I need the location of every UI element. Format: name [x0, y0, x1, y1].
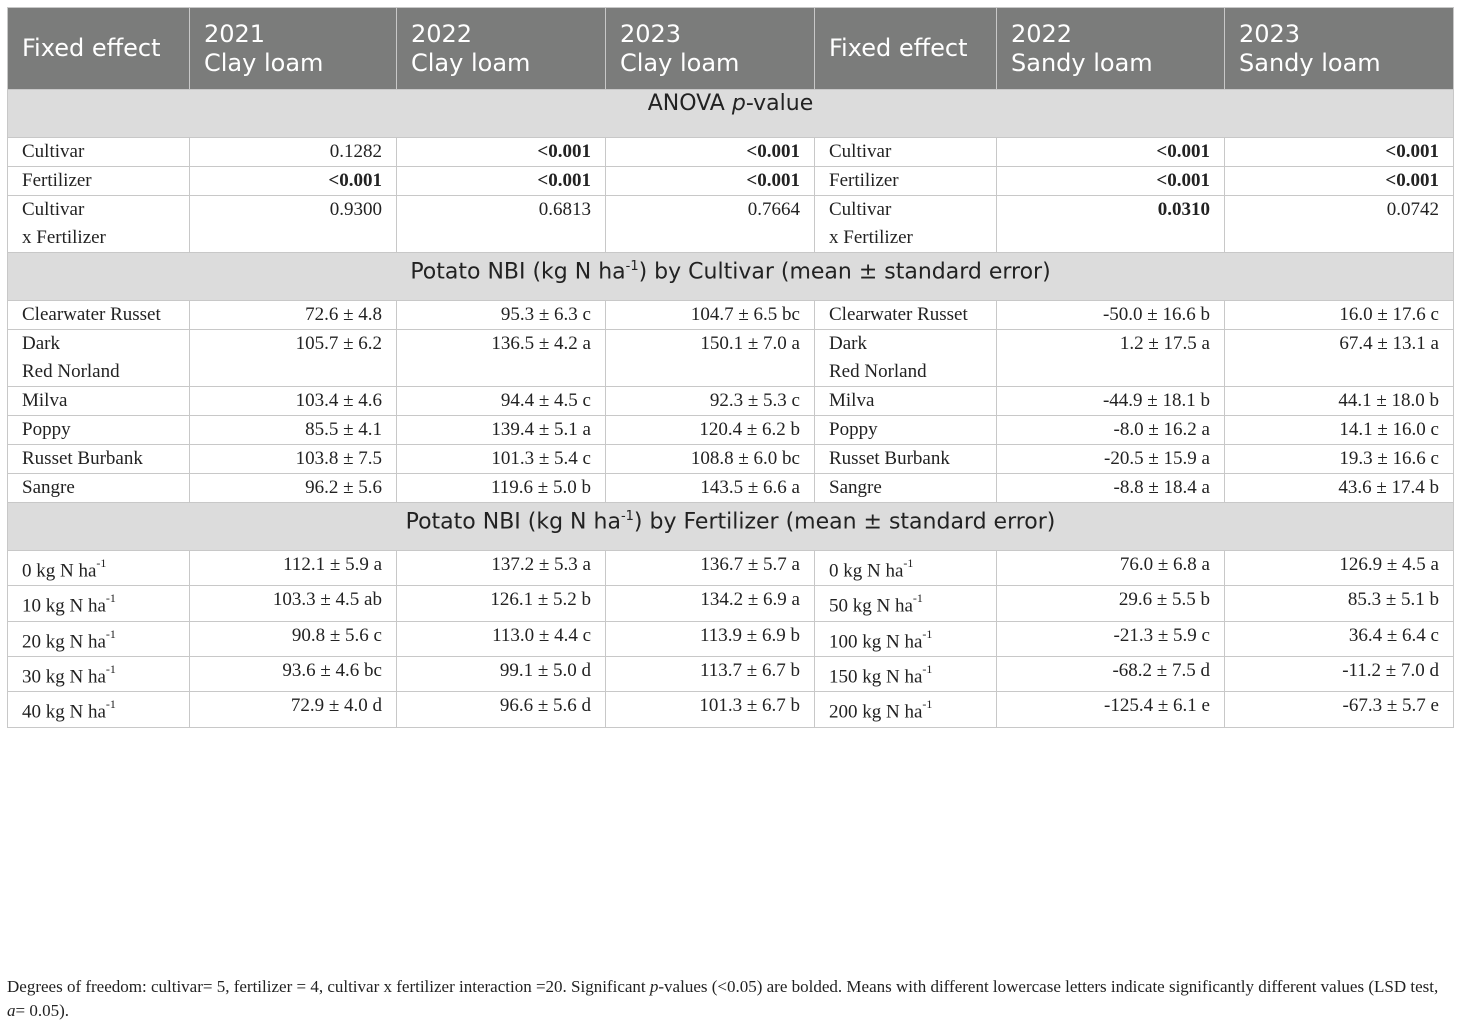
value-cell: 0.1282 — [190, 138, 397, 167]
value-cell: -21.3 ± 5.9 c — [997, 621, 1225, 656]
row-label: Dark Red Norland — [815, 330, 997, 387]
value-cell: <0.001 — [1225, 138, 1454, 167]
row-label: 100 kg N $ha^{-1}$ — [815, 621, 997, 656]
value-cell: <0.001 — [1225, 167, 1454, 196]
header-fixed-effect-2: Fixed effect — [815, 8, 997, 90]
row-label: 10 kg N $ha^{-1}$ — [8, 586, 190, 621]
value-cell: 19.3 ± 16.6 c — [1225, 445, 1454, 474]
table-row — [8, 138, 1454, 167]
header-2021-clay: 2021 Clay loam — [190, 8, 397, 90]
section-title: ANOVA p-value — [8, 90, 1454, 138]
row-label: Clearwater Russet — [815, 301, 997, 330]
table-row — [8, 656, 1454, 691]
row-label: Cultivar x Fertilizer — [815, 196, 997, 253]
header-2023-clay: 2023 Clay loam — [606, 8, 815, 90]
table-row — [8, 445, 1454, 474]
value-cell: 95.3 ± 6.3 c — [397, 301, 606, 330]
value-cell: 0.0310 — [997, 196, 1225, 253]
row-label: 200 kg N $ha^{-1}$ — [815, 692, 997, 727]
value-cell: 72.9 ± 4.0 d — [190, 692, 397, 727]
row-label: 150 kg N $ha^{-1}$ — [815, 656, 997, 691]
value-cell: 113.7 ± 6.7 b — [606, 656, 815, 691]
value-cell: 101.3 ± 5.4 c — [397, 445, 606, 474]
value-cell: 143.5 ± 6.6 a — [606, 474, 815, 503]
header-2022-sandy: 2022 Sandy loam — [997, 8, 1225, 90]
row-label: 40 kg N $ha^{-1}$ — [8, 692, 190, 727]
value-cell: <0.001 — [190, 167, 397, 196]
value-cell: <0.001 — [397, 138, 606, 167]
section-title: Potato NBI (kg N $ha^{-1}$) by Fertilizer (mean ± standard error) — [8, 503, 1454, 551]
value-cell: 99.1 ± 5.0 d — [397, 656, 606, 691]
row-label: Milva — [8, 387, 190, 416]
value-cell: 136.7 ± 5.7 a — [606, 551, 815, 586]
value-cell: -50.0 ± 16.6 b — [997, 301, 1225, 330]
row-label: Cultivar — [815, 138, 997, 167]
section-anova — [8, 90, 1454, 138]
value-cell: 85.3 ± 5.1 b — [1225, 586, 1454, 621]
row-label: 0 kg N $ha^{-1}$ — [8, 551, 190, 586]
value-cell: 96.2 ± 5.6 — [190, 474, 397, 503]
value-cell: 105.7 ± 6.2 — [190, 330, 397, 387]
value-cell: 94.4 ± 4.5 c — [397, 387, 606, 416]
header-fixed-effect-1: Fixed effect — [8, 8, 190, 90]
row-label: Russet Burbank — [8, 445, 190, 474]
table-row — [8, 330, 1454, 387]
row-label: Cultivar x Fertilizer — [8, 196, 190, 253]
table-row — [8, 387, 1454, 416]
value-cell: 108.8 ± 6.0 bc — [606, 445, 815, 474]
value-cell: 76.0 ± 6.8 a — [997, 551, 1225, 586]
value-cell: 101.3 ± 6.7 b — [606, 692, 815, 727]
value-cell: 103.3 ± 4.5 ab — [190, 586, 397, 621]
value-cell: -68.2 ± 7.5 d — [997, 656, 1225, 691]
table-row — [8, 586, 1454, 621]
row-label: Fertilizer — [815, 167, 997, 196]
value-cell: 112.1 ± 5.9 a — [190, 551, 397, 586]
section-fertilizer — [8, 503, 1454, 551]
value-cell: 0.7664 — [606, 196, 815, 253]
section-cultivar — [8, 253, 1454, 301]
value-cell: 90.8 ± 5.6 c — [190, 621, 397, 656]
table-row — [8, 621, 1454, 656]
value-cell: 72.6 ± 4.8 — [190, 301, 397, 330]
row-label: Dark Red Norland — [8, 330, 190, 387]
table-row — [8, 301, 1454, 330]
row-label: Poppy — [8, 416, 190, 445]
value-cell: 44.1 ± 18.0 b — [1225, 387, 1454, 416]
header-2022-clay: 2022 Clay loam — [397, 8, 606, 90]
value-cell: -8.0 ± 16.2 a — [997, 416, 1225, 445]
value-cell: <0.001 — [997, 167, 1225, 196]
value-cell: 1.2 ± 17.5 a — [997, 330, 1225, 387]
value-cell: 29.6 ± 5.5 b — [997, 586, 1225, 621]
header-row — [8, 8, 1454, 90]
table-row — [8, 551, 1454, 586]
value-cell: 0.9300 — [190, 196, 397, 253]
table-row — [8, 167, 1454, 196]
results-table — [7, 7, 1454, 728]
row-label: Poppy — [815, 416, 997, 445]
value-cell: 126.9 ± 4.5 a — [1225, 551, 1454, 586]
table-row — [8, 196, 1454, 253]
footnote: Degrees of freedom: cultivar= 5, fertilizer = 4, cultivar x fertilizer interaction =20. Significant p-values (<0.05) are bolded. Means with different lowercase letters indicate significantly different values (LSD test, a= 0.05). — [7, 977, 1439, 1020]
row-label: Fertilizer — [8, 167, 190, 196]
row-label: 30 kg N $ha^{-1}$ — [8, 656, 190, 691]
value-cell: -125.4 ± 6.1 e — [997, 692, 1225, 727]
value-cell: <0.001 — [606, 167, 815, 196]
value-cell: 137.2 ± 5.3 a — [397, 551, 606, 586]
row-label: Russet Burbank — [815, 445, 997, 474]
value-cell: <0.001 — [397, 167, 606, 196]
table-row — [8, 416, 1454, 445]
value-cell: <0.001 — [606, 138, 815, 167]
row-label: Cultivar — [8, 138, 190, 167]
table-row — [8, 692, 1454, 727]
value-cell: 14.1 ± 16.0 c — [1225, 416, 1454, 445]
value-cell: 92.3 ± 5.3 c — [606, 387, 815, 416]
value-cell: 104.7 ± 6.5 bc — [606, 301, 815, 330]
value-cell: 150.1 ± 7.0 a — [606, 330, 815, 387]
row-label: 50 kg N $ha^{-1}$ — [815, 586, 997, 621]
value-cell: 0.0742 — [1225, 196, 1454, 253]
row-label: 20 kg N $ha^{-1}$ — [8, 621, 190, 656]
value-cell: 113.0 ± 4.4 c — [397, 621, 606, 656]
value-cell: -67.3 ± 5.7 e — [1225, 692, 1454, 727]
value-cell: -11.2 ± 7.0 d — [1225, 656, 1454, 691]
table-row — [8, 474, 1454, 503]
value-cell: -44.9 ± 18.1 b — [997, 387, 1225, 416]
value-cell: 16.0 ± 17.6 c — [1225, 301, 1454, 330]
value-cell: 119.6 ± 5.0 b — [397, 474, 606, 503]
value-cell: 0.6813 — [397, 196, 606, 253]
value-cell: 36.4 ± 6.4 c — [1225, 621, 1454, 656]
value-cell: 103.4 ± 4.6 — [190, 387, 397, 416]
value-cell: 120.4 ± 6.2 b — [606, 416, 815, 445]
row-label: Sangre — [815, 474, 997, 503]
value-cell: 85.5 ± 4.1 — [190, 416, 397, 445]
value-cell: 67.4 ± 13.1 a — [1225, 330, 1454, 387]
value-cell: 43.6 ± 17.4 b — [1225, 474, 1454, 503]
value-cell: 93.6 ± 4.6 bc — [190, 656, 397, 691]
value-cell: 134.2 ± 6.9 a — [606, 586, 815, 621]
value-cell: -20.5 ± 15.9 a — [997, 445, 1225, 474]
row-label: 0 kg N $ha^{-1}$ — [815, 551, 997, 586]
header-2023-sandy: 2023 Sandy loam — [1225, 8, 1454, 90]
value-cell: -8.8 ± 18.4 a — [997, 474, 1225, 503]
section-title: Potato NBI (kg N $ha^{-1}$) by Cultivar (mean ± standard error) — [8, 253, 1454, 301]
value-cell: 139.4 ± 5.1 a — [397, 416, 606, 445]
value-cell: 103.8 ± 7.5 — [190, 445, 397, 474]
row-label: Clearwater Russet — [8, 301, 190, 330]
value-cell: 96.6 ± 5.6 d — [397, 692, 606, 727]
value-cell: 136.5 ± 4.2 a — [397, 330, 606, 387]
value-cell: 113.9 ± 6.9 b — [606, 621, 815, 656]
row-label: Sangre — [8, 474, 190, 503]
value-cell: 126.1 ± 5.2 b — [397, 586, 606, 621]
row-label: Milva — [815, 387, 997, 416]
value-cell: <0.001 — [997, 138, 1225, 167]
